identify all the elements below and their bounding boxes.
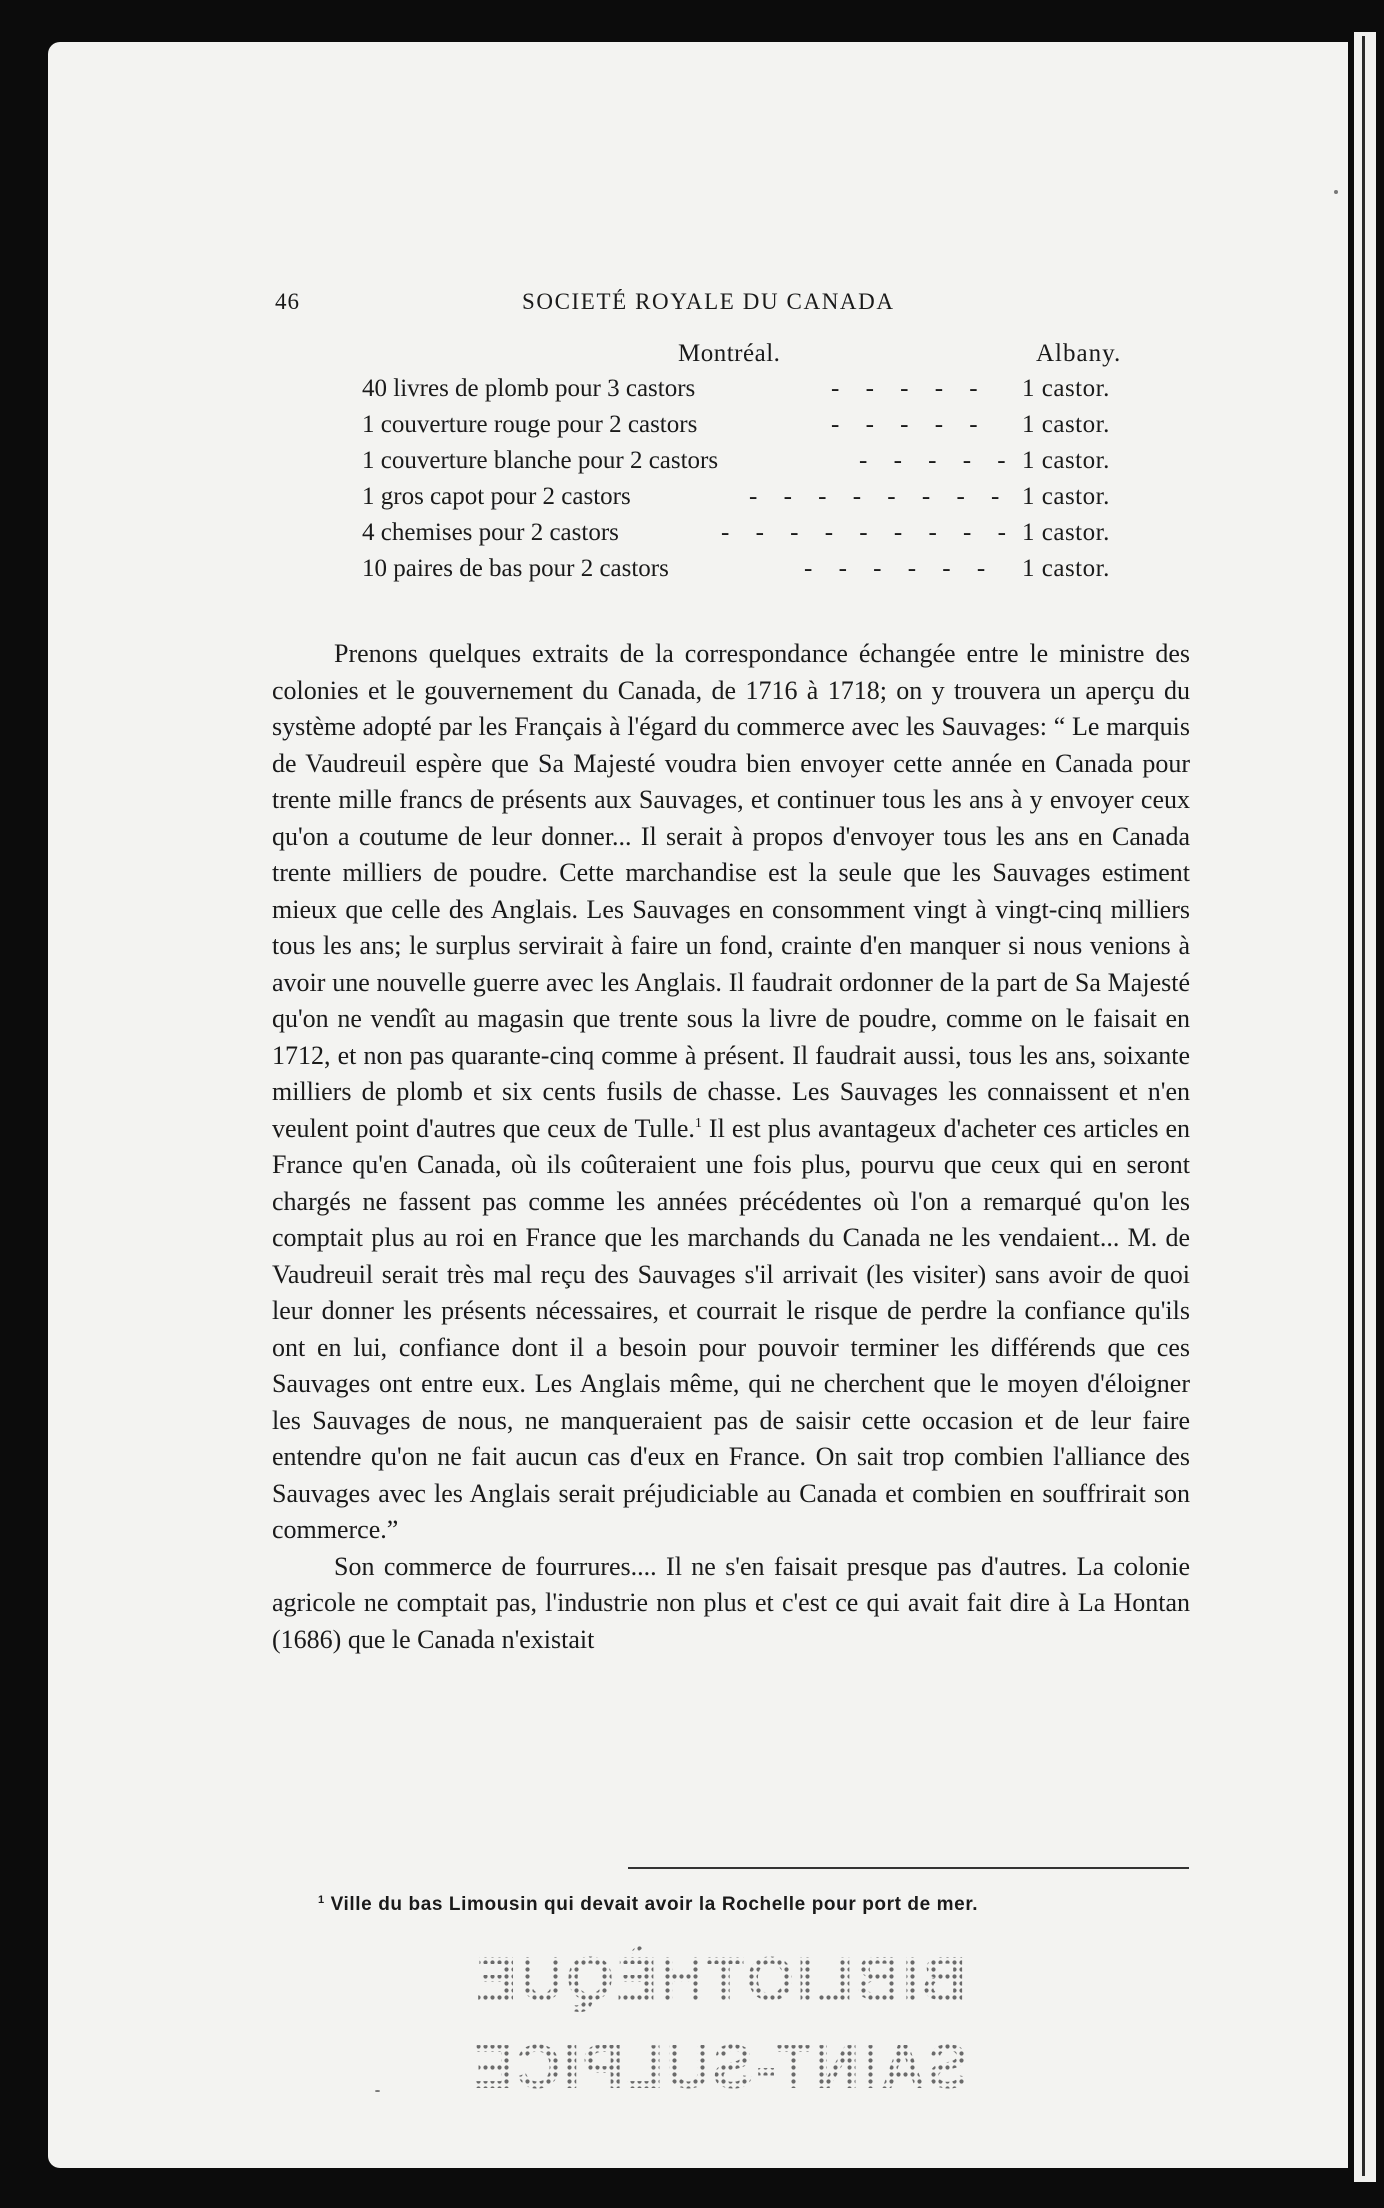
table-row-item: 40 livres de plomb pour 3 castors: [362, 375, 696, 402]
table-row-value: 1 castor.: [1022, 375, 1110, 402]
footnote-reference: 1: [694, 1115, 702, 1131]
stamp-line-2: SAINT-SULPICE: [471, 2033, 969, 2102]
table-row-value: 1 castor.: [1022, 519, 1110, 546]
dot-leader: - - - - - - - -: [749, 483, 1010, 510]
table-row-item: 1 gros capot pour 2 castors: [362, 483, 631, 510]
page-edge-line: [1362, 36, 1365, 2176]
price-table: [362, 375, 1135, 591]
running-title: SOCIETÉ ROYALE DU CANADA: [522, 289, 895, 314]
table-row: [362, 375, 1135, 411]
table-row-item: 1 couverture rouge pour 2 castors: [362, 411, 698, 438]
footnote-text: Ville du bas Limousin qui devait avoir la Rochelle pour port de mer.: [330, 1894, 979, 1915]
footnote: [318, 1894, 1198, 1916]
paper-speck: [1334, 190, 1338, 194]
table-row: [362, 483, 1135, 519]
footnote-mark: 1: [318, 1894, 325, 1906]
paragraph: Son commerce de fourrures.... Il ne s'en faisait presque pas d'autres. La colonie agricole ne comptait pas, l'industrie non plus et c'est ce qui avait fait dire à La Hontan (1686) que le Canada n'existait: [272, 1551, 1190, 1654]
body-text: [272, 636, 1190, 1658]
table-row: [362, 555, 1135, 591]
paper-speck: [375, 2090, 380, 2092]
table-row-value: 1 castor.: [1022, 411, 1110, 438]
running-head: [275, 289, 965, 323]
table-row-item: 4 chemises pour 2 castors: [362, 519, 619, 546]
table-row: [362, 447, 1135, 483]
page-number: 46: [275, 289, 300, 314]
paragraph-text: Il est plus avantageux d'acheter ces articles en France qu'en Canada, où ils coûteraient une fois plus, pourvu que ceux qui en seront chargés ne fassent pas comme les années précédentes où l'on a remarqué qu'on les comptait plus au roi en France que les marchands du Canada ne les vendaient... M. de Vaudreuil serait très mal reçu des Sauvages s'il arrivait (les visiter) sans avoir de quoi leur donner les présents nécessaires, et courrait le risque de perdre la confiance qu'ils ont en lui, confiance dont il a besoin pour pouvoir terminer les différends que ces Sauvages ont entre eux. Les Anglais même, qui ne cherchent que le moyen d'éloigner les Sauvages de nous, ne manqueraient pas de saisir cette occasion et de leur faire entendre qu'on ne fait aucun cas d'eux en France. On sait trop combien l'alliance des Sauvages avec les Anglais serait préjudiciable au Canada et combien en souffrirait son commerce.”: [272, 1113, 1190, 1544]
dot-leader: - - - - -: [831, 375, 988, 402]
dot-leader: - - - - - - - - -: [721, 519, 1016, 546]
column-header-montreal: Montréal.: [678, 340, 781, 367]
library-perforation-stamp: [460, 1938, 980, 2108]
table-row-value: 1 castor.: [1022, 555, 1110, 582]
stamp-line-1: BIBLIOTHÈQUE: [473, 1945, 967, 2014]
table-row-value: 1 castor.: [1022, 483, 1110, 510]
column-header-albany: Albany.: [1036, 340, 1122, 367]
dot-leader: - - - - -: [859, 447, 1016, 474]
paragraph-text: Prenons quelques extraits de la correspondance échangée entre le ministre des colonies et le gouvernement du Canada, de 1716 à 1718; on y trouvera un aperçu du système adopté par les Français à l'égard du commerce avec les Sauvages: “ Le marquis de Vaudreuil espère que Sa Majesté voudra bien envoyer cette année en Canada pour trente mille francs de présents aux Sauvages, et continuer tous les ans à y envoyer ceux qu'on a coutume de leur donner... Il serait à propos d'envoyer tous les ans en Canada trente milliers de poudre. Cette marchandise est la seule que les Sauvages estiment mieux que celle des Anglais. Les Sauvages en consomment vingt à vingt-cinq milliers tous les ans; le surplus servirait à faire un fond, crainte d'en manquer si nous venions à avoir une nouvelle guerre avec les Anglais. Il faudrait ordonner de la part de Sa Majesté qu'on ne vendît au magasin que trente sous la livre de poudre, comme on le faisait en 1712, et non pas quarante-cinq comme à présent. Il faudrait aussi, tous les ans, soixante milliers de plomb et six cents fusils de chasse. Les Sauvages les connaissent et n'en veulent point d'autres que ceux de Tulle.: [272, 639, 1190, 1143]
paragraph: [272, 636, 1190, 1549]
dot-leader: - - - - - -: [804, 555, 996, 582]
table-row: [362, 519, 1135, 555]
table-row-item: 1 couverture blanche pour 2 castors: [362, 447, 719, 474]
table-row: [362, 411, 1135, 447]
table-row-item: 10 paires de bas pour 2 castors: [362, 555, 669, 582]
table-row-value: 1 castor.: [1022, 447, 1110, 474]
dot-leader: - - - - -: [831, 411, 988, 438]
page-edge: [1354, 32, 1376, 2182]
footnote-rule: [628, 1867, 1189, 1869]
